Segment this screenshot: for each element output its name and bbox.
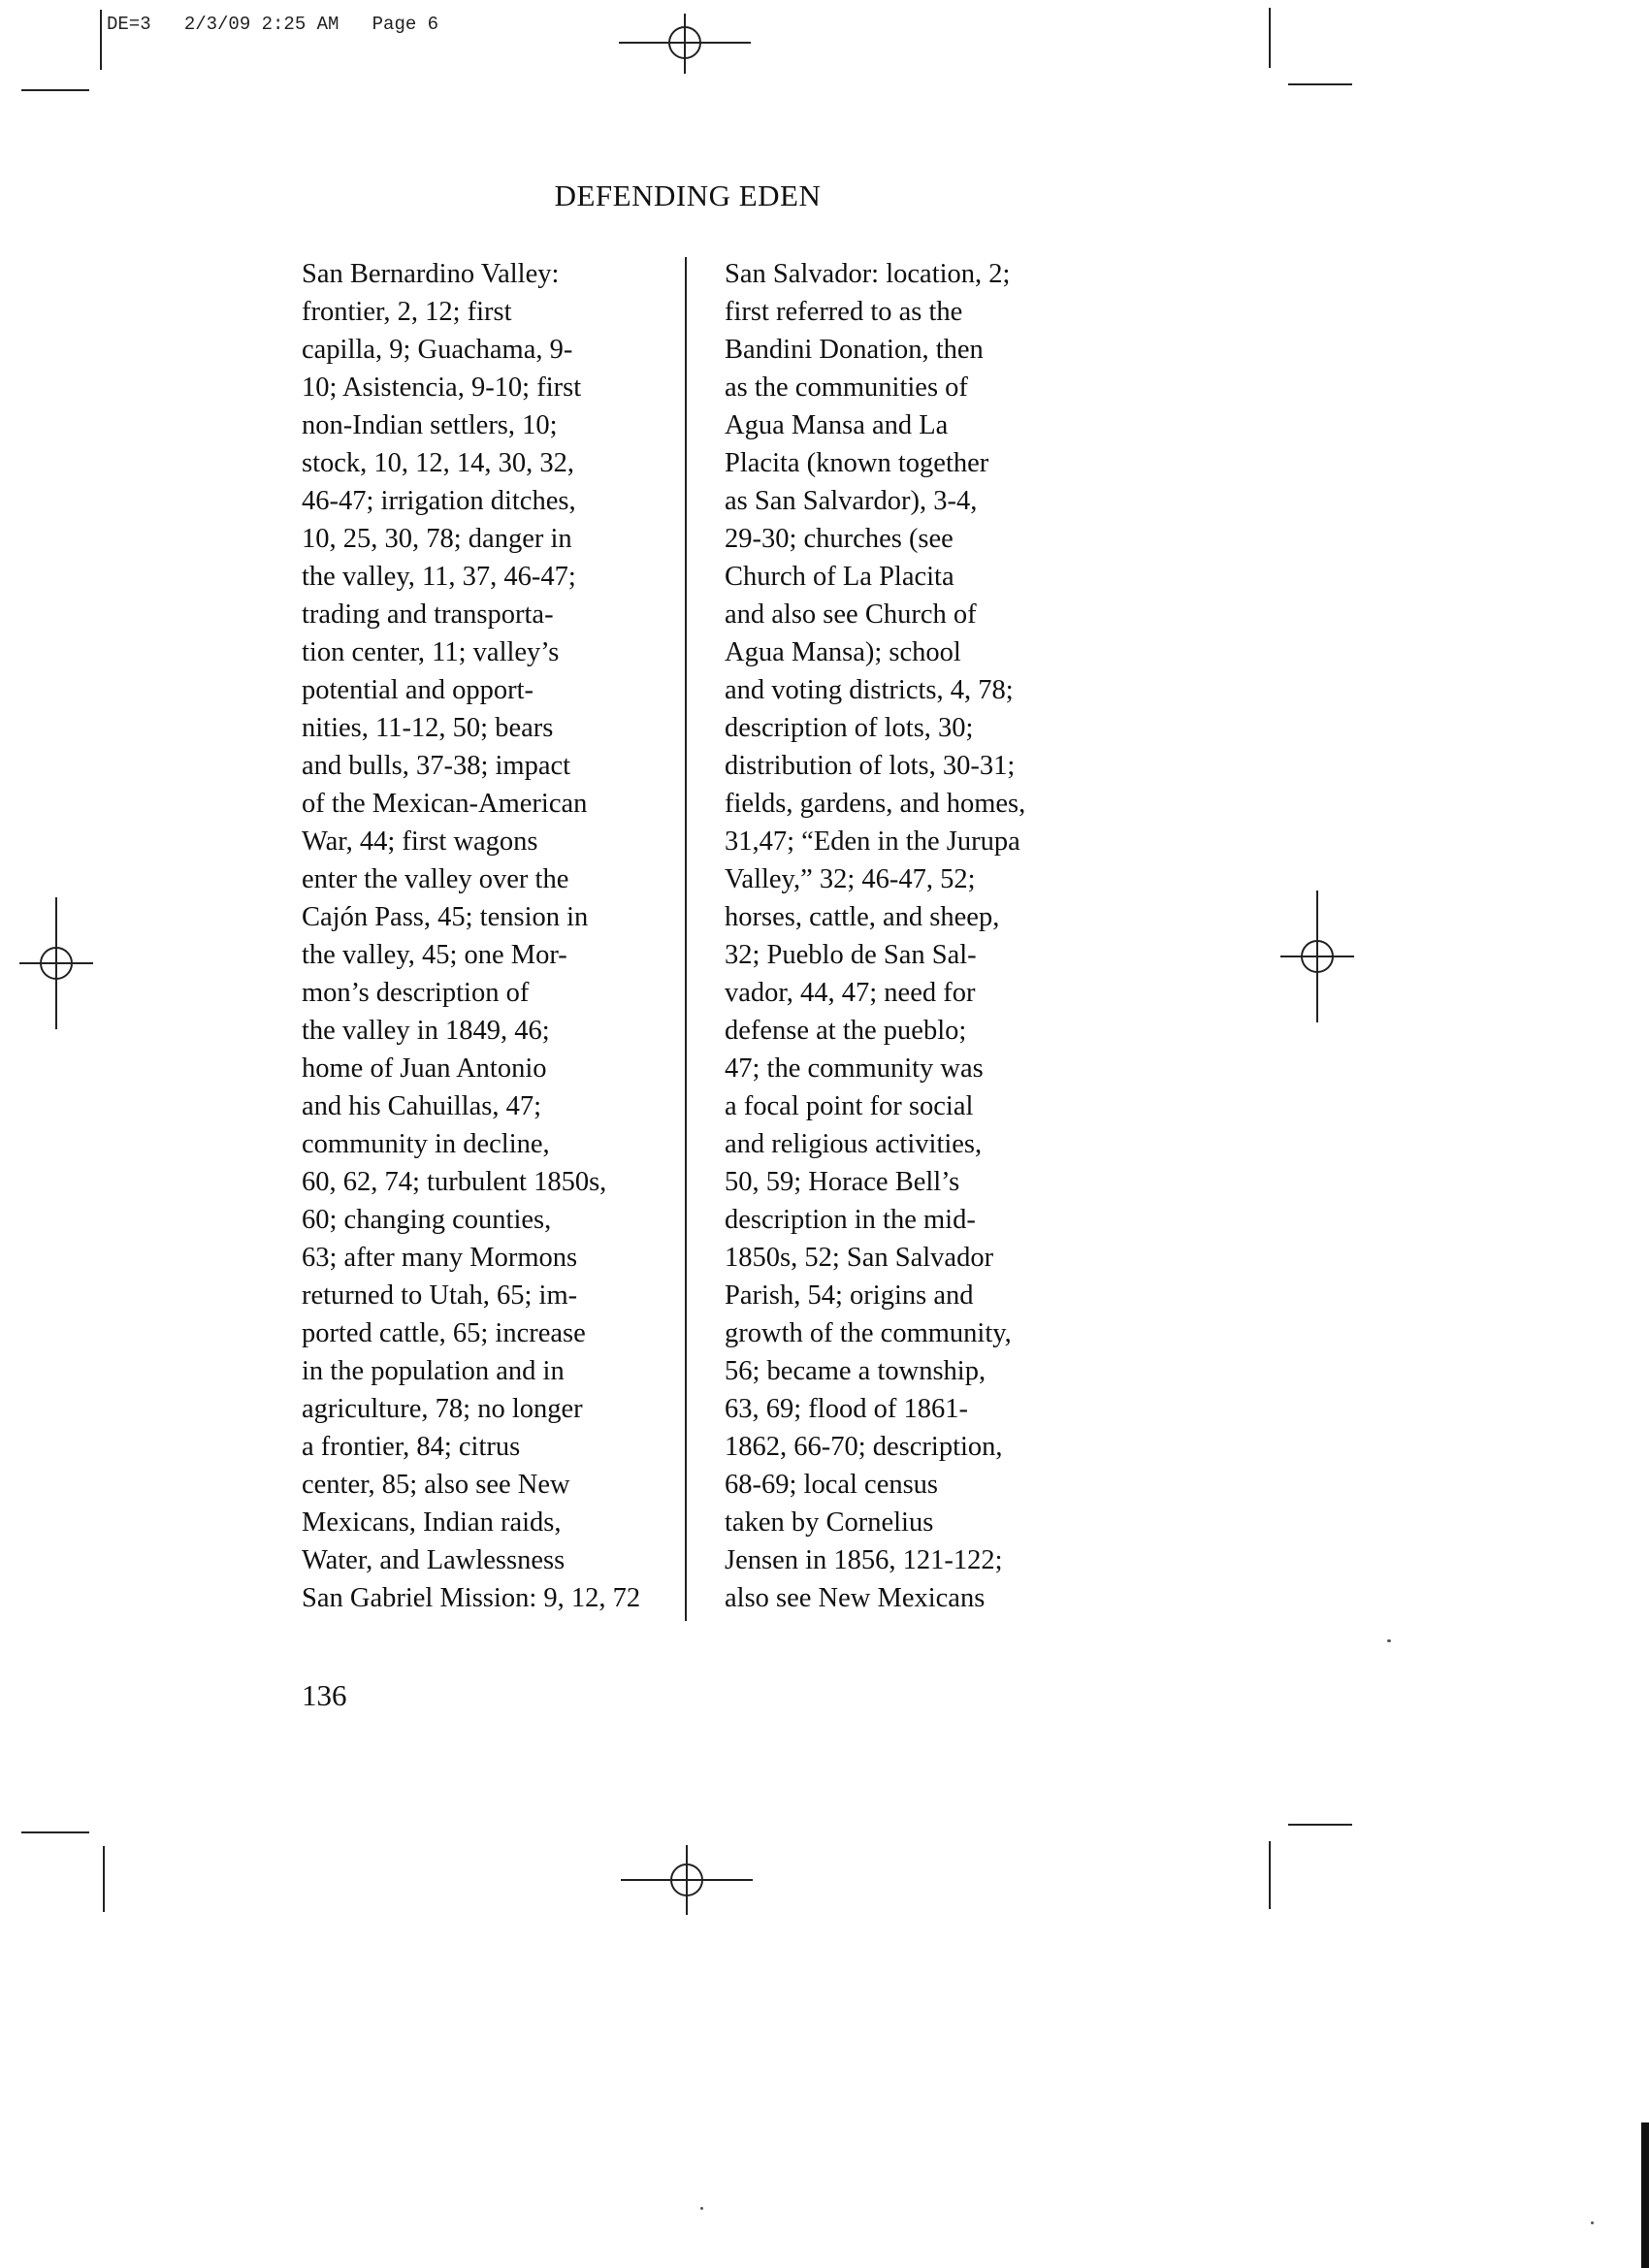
entry-line: home of Juan Antonio <box>302 1053 547 1084</box>
entry-line: 47; the community was <box>725 1053 984 1084</box>
entry-line: 46-47; irrigation ditches, <box>302 486 576 516</box>
entry-line: 1850s, 52; San Salvador <box>725 1243 994 1273</box>
entry-line: ported cattle, 65; increase <box>302 1318 586 1348</box>
index-entry <box>302 1579 664 1617</box>
entry-line: Parish, 54; origins and <box>725 1280 974 1311</box>
entry-line: nities, 11-12, 50; bears <box>302 713 554 743</box>
crop-mark-bottom-left-horizontal <box>21 1831 89 1833</box>
entry-line: agriculture, 78; no longer <box>302 1394 583 1424</box>
entry-line: of the Mexican-American <box>302 789 588 819</box>
entry-line: potential and opport- <box>302 675 534 705</box>
entry-line: and his Cahuillas, 47; <box>302 1091 541 1121</box>
entry-line: the valley, 45; one Mor- <box>302 940 567 970</box>
entry-line: Jensen in 1856, 121-122; <box>725 1545 1003 1575</box>
index-entry <box>725 255 1083 1617</box>
entry-line: description of lots, 30; <box>725 713 974 743</box>
scan-speck <box>700 2207 703 2210</box>
entry-line: and voting districts, 4, 78; <box>725 675 1014 705</box>
running-head: DEFENDING EDEN <box>554 178 822 212</box>
registration-target-bottom-icon <box>621 1845 753 1915</box>
entry-line: 10; Asistencia, 9-10; first <box>302 373 582 403</box>
entry-line: Mexicans, Indian raids, <box>302 1507 562 1538</box>
entry-line: Bandini Donation, then <box>725 335 984 365</box>
entry-line: defense at the pueblo; <box>725 1016 967 1046</box>
entry-line: 10, 25, 30, 78; danger in <box>302 524 572 554</box>
entry-line: the valley, 11, 37, 46-47; <box>302 562 576 592</box>
entry-line: trading and transporta- <box>302 599 554 630</box>
entry-line: 29-30; churches (see <box>725 524 954 554</box>
entry-line: 60, 62, 74; turbulent 1850s, <box>302 1167 607 1197</box>
crop-mark-top-left-vertical <box>100 10 102 70</box>
entry-line: tion center, 11; valley’s <box>302 637 560 667</box>
registration-target-right-icon <box>1280 891 1354 1022</box>
entry-line: taken by Cornelius <box>725 1507 934 1538</box>
entry-heading: San Gabriel Mission: 9, 12, 72 <box>302 1583 641 1613</box>
entry-line: 31,47; “Eden in the Jurupa <box>725 826 1020 857</box>
entry-line: 68-69; local census <box>725 1470 939 1500</box>
crop-mark-top-right-vertical <box>1269 8 1271 68</box>
entry-line: Cajón Pass, 45; tension in <box>302 902 589 932</box>
page-number: 136 <box>302 1678 347 1712</box>
entry-line: vador, 44, 47; need for <box>725 978 976 1008</box>
entry-heading: San Bernardino Valley: <box>302 259 560 289</box>
entry-line: community in decline, <box>302 1129 550 1159</box>
entry-line: Church of La Placita <box>725 562 954 592</box>
entry-line: War, 44; first wagons <box>302 826 538 857</box>
entry-line: center, 85; also see New <box>302 1470 570 1500</box>
entry-line: enter the valley over the <box>302 864 569 894</box>
entry-line: Placita (known together <box>725 448 989 478</box>
entry-line: in the population and in <box>302 1356 565 1386</box>
entry-line: capilla, 9; Guachama, 9- <box>302 335 573 365</box>
registration-target-left-icon <box>19 897 93 1029</box>
entry-line: a focal point for social <box>725 1091 974 1121</box>
registration-target-top-icon <box>619 4 751 78</box>
index-entry <box>302 255 664 1579</box>
entry-line: fields, gardens, and homes, <box>725 789 1026 819</box>
entry-line: frontier, 2, 12; first <box>302 297 512 327</box>
crop-mark-bottom-left-vertical <box>103 1846 105 1912</box>
entry-line: 32; Pueblo de San Sal- <box>725 940 977 970</box>
crop-mark-bottom-right-vertical <box>1269 1841 1271 1909</box>
entry-line: 63, 69; flood of 1861- <box>725 1394 968 1424</box>
scan-speck <box>1591 2221 1594 2224</box>
entry-line: stock, 10, 12, 14, 30, 32, <box>302 448 575 478</box>
crop-mark-top-left-horizontal <box>21 89 89 91</box>
crop-mark-top-right-horizontal <box>1288 83 1352 85</box>
index-column-right <box>725 255 1083 1617</box>
entry-line: and also see Church of <box>725 599 977 630</box>
entry-line: also see New Mexicans <box>725 1583 986 1613</box>
entry-line: non-Indian settlers, 10; <box>302 410 558 440</box>
printer-slug: DE=3 2/3/09 2:25 AM Page 6 <box>107 14 439 35</box>
scan-speck <box>1387 1639 1391 1642</box>
entry-line: Agua Mansa); school <box>725 637 961 667</box>
entry-heading: San Salvador: location, 2; <box>725 259 1011 289</box>
entry-line: first referred to as the <box>725 297 963 327</box>
crop-mark-bottom-right-horizontal <box>1288 1824 1352 1826</box>
entry-line: returned to Utah, 65; im- <box>302 1280 578 1311</box>
entry-line: Water, and Lawlessness <box>302 1545 566 1575</box>
entry-line: Valley,” 32; 46-47, 52; <box>725 864 976 894</box>
entry-line: the valley in 1849, 46; <box>302 1016 550 1046</box>
entry-line: growth of the community, <box>725 1318 1012 1348</box>
index-column-left <box>302 255 664 1617</box>
entry-line: Agua Mansa and La <box>725 410 949 440</box>
entry-line: distribution of lots, 30-31; <box>725 751 1016 781</box>
scan-edge-bar <box>1641 2122 1649 2268</box>
entry-line: 1862, 66-70; description, <box>725 1432 1003 1462</box>
entry-line: 60; changing counties, <box>302 1205 552 1235</box>
entry-line: mon’s description of <box>302 978 530 1008</box>
column-divider <box>685 257 687 1621</box>
entry-line: description in the mid- <box>725 1205 976 1235</box>
entry-line: and bulls, 37-38; impact <box>302 751 571 781</box>
entry-line: 50, 59; Horace Bell’s <box>725 1167 960 1197</box>
entry-line: horses, cattle, and sheep, <box>725 902 1000 932</box>
entry-line: 63; after many Mormons <box>302 1243 578 1273</box>
entry-line: and religious activities, <box>725 1129 983 1159</box>
entry-line: a frontier, 84; citrus <box>302 1432 521 1462</box>
entry-line: 56; became a township, <box>725 1356 986 1386</box>
entry-line: as San Salvardor), 3-4, <box>725 486 978 516</box>
entry-line: as the communities of <box>725 373 968 403</box>
